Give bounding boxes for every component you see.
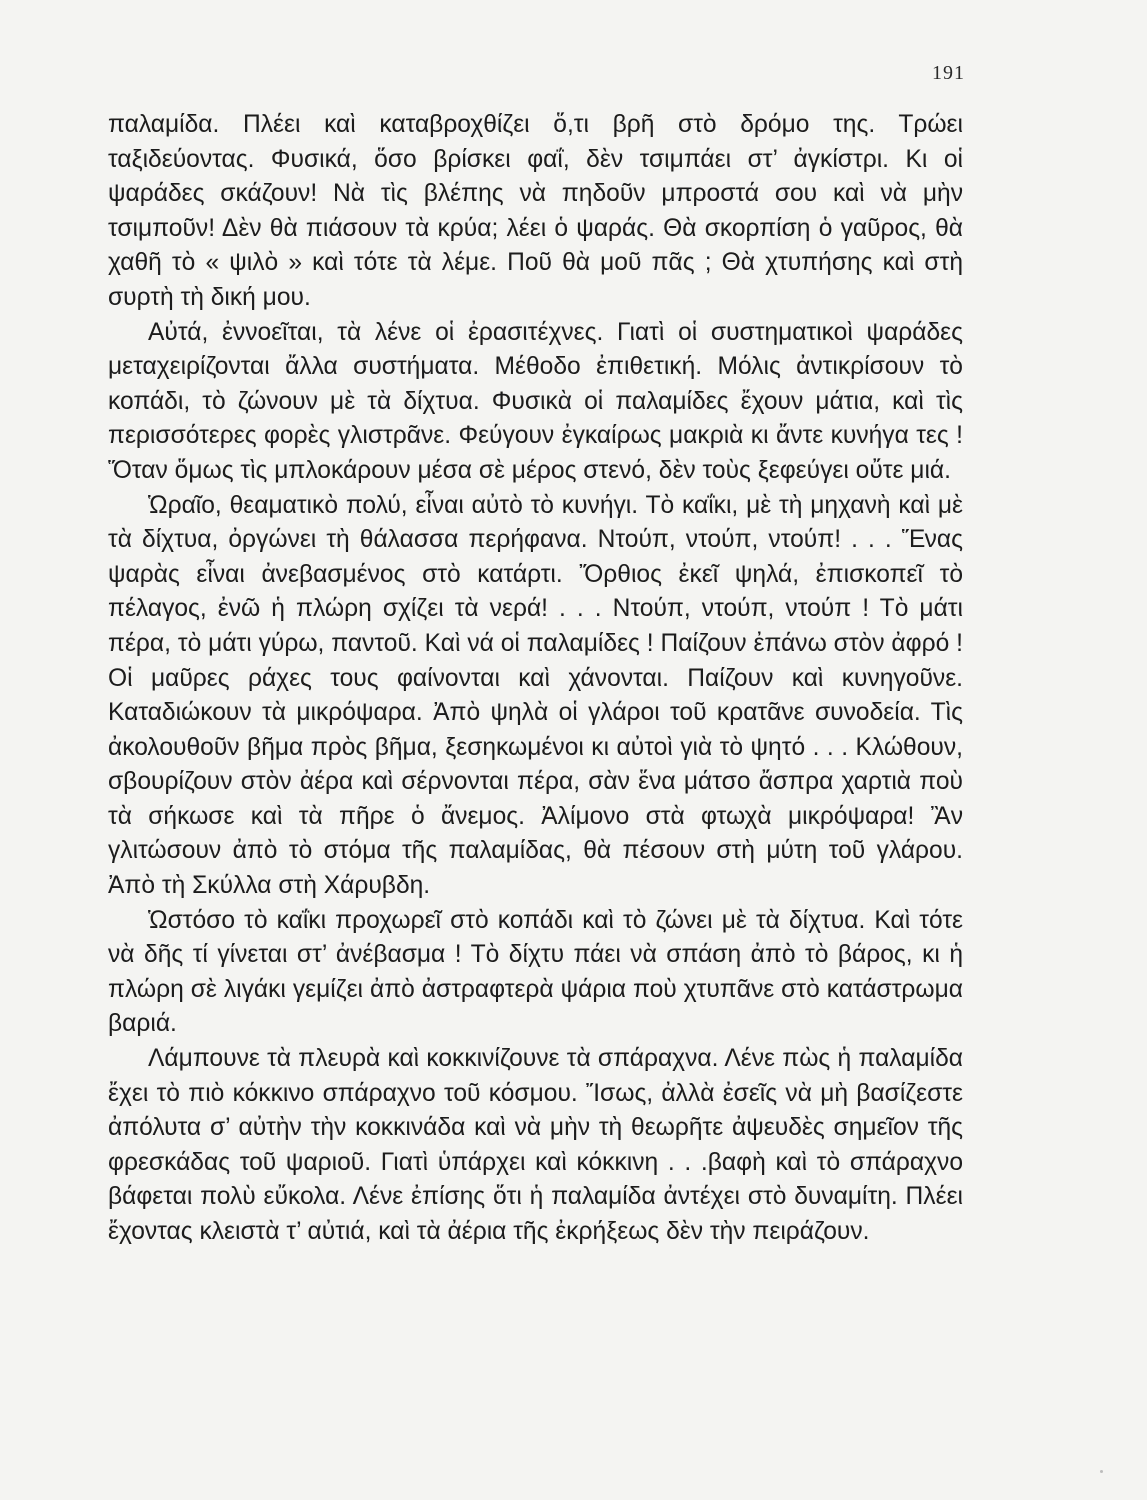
paragraph-4: Ὡστόσο τὸ καΐκι προχωρεῖ στὸ κοπάδι καὶ τὸ ζώνει μὲ τὰ δίχτυα. Καὶ τότε νὰ δῆς τί γίνεται στ’ ἀνέβασμα ! Τὸ δίχτυ πάει νὰ σπάση ἀπὸ τὸ βάρος, κι ἡ πλώρη σὲ λιγάκι γεμίζει ἀπὸ ἀστραφτερὰ ψάρια ποὺ χτυπᾶνε στὸ κατάστρωμα βαριά. xyxy=(108,906,963,1038)
paragraph-2: Αὐτά, ἐννοεῖται, τὰ λένε οἱ ἐρασιτέχνες. Γιατὶ οἱ συστηματικοὶ ψαράδες μεταχειρίζονται ἄλλα συστήματα. Μέθοδο ἐπιθετική. Μόλις ἀντικρίσουν τὸ κοπάδι, τὸ ζώνουν μὲ τὰ δίχτυα. Φυσικὰ οἱ παλαμίδες ἔχουν μάτια, καὶ τὶς περισσότερες φορὲς γλιστρᾶνε. Φεύγουν ἐγκαίρως μακριὰ κι ἄντε κυνήγα τες ! Ὅταν ὅμως τὶς μπλοκάρουν μέσα σὲ μέρος στενό, δὲν τοὺς ξεφεύγει οὔτε μιά. xyxy=(108,318,963,484)
paragraph-5: Λάμπουνε τὰ πλευρὰ καὶ κοκκινίζουνε τὰ σπάραχνα. Λένε πὼς ἡ παλαμίδα ἔχει τὸ πιὸ κόκκινο σπάραχνο τοῦ κόσμου. Ἴσως, ἀλλὰ ἐσεῖς νὰ μὴ βασίζεστε ἀπόλυτα σ’ αὐτὴν τὴν κοκκινάδα καὶ νὰ μὴν τὴ θεωρῆτε ἀψευδὲς σημεῖον τῆς φρεσκάδας τοῦ ψαριοῦ. Γιατὶ ὑπάρχει καὶ κόκκινη . . .βαφὴ καὶ τὸ σπάραχνο βάφεται πολὺ εὔκολα. Λένε ἐπίσης ὅτι ἡ παλαμίδα ἀντέχει στὸ δυναμίτη. Πλέει ἔχοντας κλειστὰ τ’ αὐτιά, καὶ τὰ ἀέρια τῆς ἐκρήξεως δὲν τὴν πειράζουν. xyxy=(108,1045,963,1245)
paper-speck xyxy=(1100,1470,1103,1473)
paragraph-1: παλαμίδα. Πλέει καὶ καταβροχθίζει ὅ,τι βρῆ στὸ δρόμο της. Τρώει ταξιδεύοντας. Φυσικά, ὅσο βρίσκει φαΐ, δὲν τσιμπάει στ’ ἀγκίστρι. Κι οἱ ψαράδες σκάζουν! Νὰ τὶς βλέπης νὰ πηδοῦν μπροστά σου καὶ νὰ μὴν τσιμποῦν! Δὲν θὰ πιάσουν τὰ κρύα; λέει ὁ ψαράς. Θὰ σκορπίση ὁ γαῦρος, θὰ χαθῆ τὸ « ψιλὸ » καὶ τότε τὰ λέμε. Ποῦ θὰ μοῦ πᾶς ; Θὰ χτυπήσης καὶ στὴ συρτὴ τὴ δική μου. xyxy=(108,111,963,311)
paragraph-3: Ὡραῖο, θεαματικὸ πολύ, εἶναι αὐτὸ τὸ κυνήγι. Τὸ καΐκι, μὲ τὴ μηχανὴ καὶ μὲ τὰ δίχτυα, ὀργώνει τὴ θάλασσα περήφανα. Ντούπ, ντούπ, ντούπ! . . . Ἕνας ψαρὰς εἶναι ἀνεβασμένος στὸ κατάρτι. Ὄρθιος ἐκεῖ ψηλά, ἐπισκοπεῖ τὸ πέλαγος, ἐνῶ ἡ πλώρη σχίζει τὰ νερά! . . . Ντούπ, ντούπ, ντούπ ! Τὸ μάτι πέρα, τὸ μάτι γύρω, παντοῦ. Καὶ νά οἱ παλαμίδες ! Παίζουν ἐπάνω στὸν ἀφρό ! Οἱ μαῦρες ράχες τους φαίνονται καὶ χάνονται. Παίζουν καὶ κυνηγοῦνε. Καταδιώκουν τὰ μικρόψαρα. Ἀπὸ ψηλὰ οἱ γλάροι τοῦ κρατᾶνε συνοδεία. Τὶς ἀκολουθοῦν βῆμα πρὸς βῆμα, ξεσηκωμένοι κι αὐτοὶ γιὰ τὸ ψητό . . . Κλώθουν, σβουρίζουν στὸν ἀέρα καὶ σέρνονται πέρα, σὰν ἕνα μάτσο ἄσπρα χαρτιὰ ποὺ τὰ σήκωσε καὶ τὰ πῆρε ὁ ἄνεμος. Ἀλίμονο στὰ φτωχὰ μικρόψαρα! Ἂν γλιτώσουν ἀπὸ τὸ στόμα τῆς παλαμίδας, θὰ πέσουν στὴ μύτη τοῦ γλάρου. Ἀπὸ τὴ Σκύλλα στὴ Χάρυβδη. xyxy=(108,491,963,900)
body-text xyxy=(108,108,963,1250)
page-number: 191 xyxy=(932,62,965,84)
